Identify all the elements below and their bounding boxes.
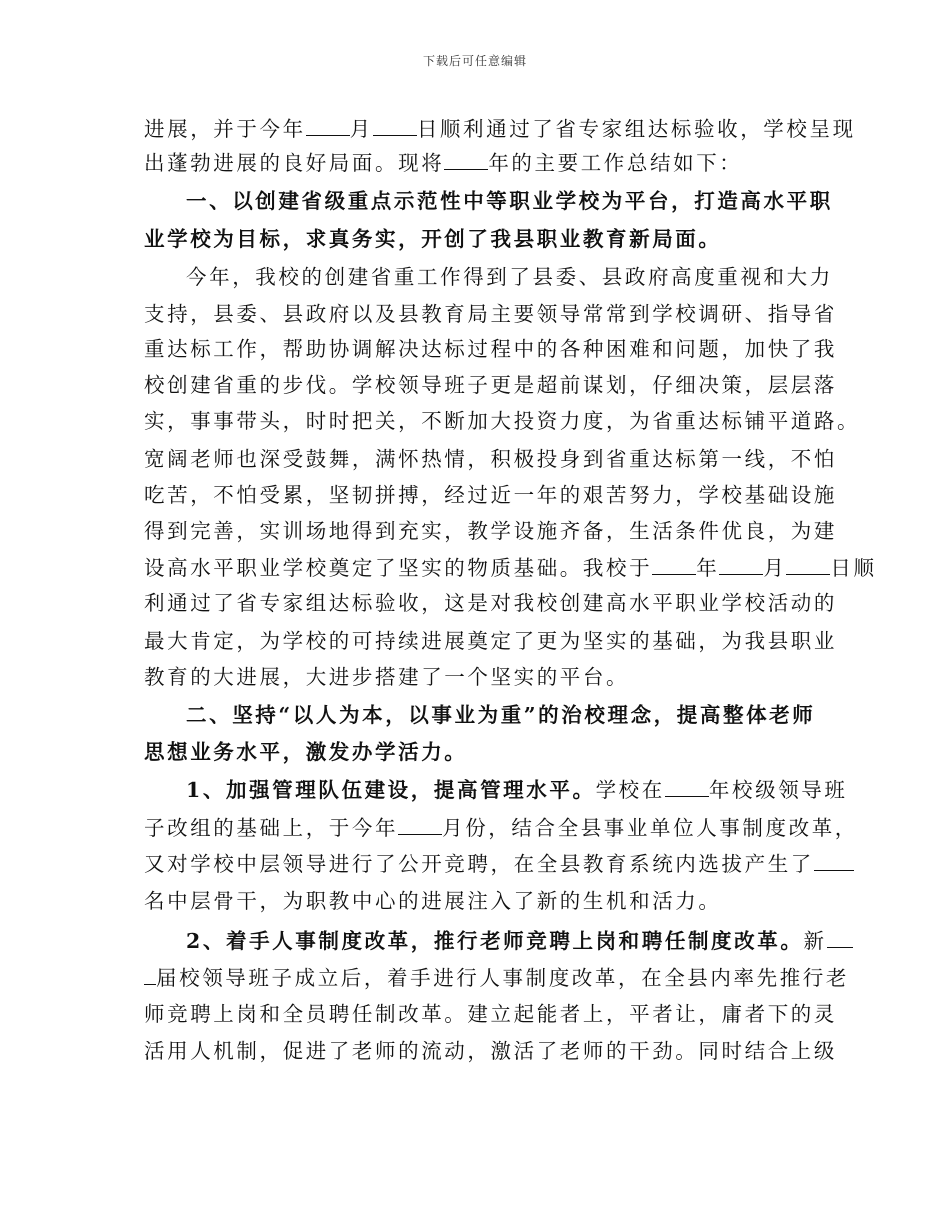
text-span: 思想业务水平，激发办学活力。	[144, 740, 468, 764]
text-line	[144, 812, 858, 842]
text-span: 月份，结合全县事业单位人事制度改革，	[442, 816, 858, 840]
text-span: 学校在	[595, 778, 665, 802]
text-span: 教育的大进展，大进步搭建了一个坚实的平台。	[144, 665, 630, 689]
fill-in-blank	[786, 552, 830, 575]
text-span: 得到完善，实训场地得到充实，教学设施齐备，生活条件优良，为建	[144, 519, 837, 543]
text-line	[144, 299, 837, 329]
text-span: 进展，并于今年	[144, 117, 306, 141]
text-span: 子改组的基础上，于今年	[144, 816, 399, 840]
text-span: 校创建省重的步伐。学校领导班子更是超前谋划，仔细决策，层层落	[144, 373, 837, 397]
text-line	[144, 334, 837, 364]
text-line	[144, 370, 837, 400]
text-line	[186, 700, 826, 730]
text-span: 利通过了省专家组达标验收，这是对我校创建高水平职业学校活动的	[144, 591, 837, 615]
text-line	[144, 886, 824, 916]
text-span: 今年，我校的创建省重工作得到了县委、县政府高度重视和大力	[186, 265, 833, 289]
fill-in-blank	[827, 925, 853, 948]
text-span: 一、以创建省级重点示范性中等职业学校为平台，打造高水平职	[186, 189, 833, 213]
text-line	[144, 552, 877, 582]
text-span: 年校级领导班	[708, 778, 848, 802]
text-span: 吃苦，不怕受累，坚韧拼搏，经过近一年的艰苦努力，学校基础设施	[144, 483, 837, 507]
bold-heading-span: 1、加强管理队伍建设，提高管理水平。	[186, 778, 596, 802]
text-line	[144, 1036, 837, 1066]
text-span: 最大肯定，为学校的可持续进展奠定了更为坚实的基础，为我县职业	[144, 629, 837, 653]
text-span: 业学校为目标，求真务实，开创了我县职业教育新局面。	[144, 227, 722, 251]
text-span: 重达标工作，帮助协调解决达标过程中的各种困难和问题，加快了我	[144, 337, 837, 361]
text-line	[186, 262, 833, 292]
fill-in-blank	[719, 552, 763, 575]
text-line	[144, 113, 856, 143]
text-line	[144, 962, 849, 992]
text-span: 设高水平职业学校奠定了坚实的物质基础。我校于	[144, 556, 653, 580]
text-span: 年的主要工作总结如下：	[488, 151, 743, 175]
fill-in-blank	[444, 147, 488, 170]
text-line	[144, 516, 837, 546]
text-line	[144, 444, 837, 474]
text-span: 实，事事带头，时时把关，不断加大投资力度，为省重达标铺平道路。	[144, 409, 861, 433]
text-line	[144, 626, 837, 656]
fill-in-blank	[306, 113, 350, 136]
text-span: 又对学校中层领导进行了公开竞聘，在全县教育系统内选拔产生了	[144, 852, 814, 876]
text-line	[186, 774, 848, 804]
fill-in-blank	[398, 812, 442, 835]
page-header: 下载后可任意编辑	[422, 54, 527, 68]
text-span: 日顺	[830, 556, 877, 580]
text-line	[144, 406, 861, 436]
text-span: 日顺利通过了省专家组达标验收，学校呈现	[416, 117, 856, 141]
fill-in-blank	[665, 774, 709, 797]
text-line	[144, 737, 824, 767]
bold-heading-span: 2、着手人事制度改革，推行老师竞聘上岗和聘任制度改革。	[186, 929, 804, 953]
text-span: 师竞聘上岗和全员聘任制改革。建立起能者上，平者让，庸者下的灵	[144, 1002, 837, 1026]
text-line	[144, 224, 824, 254]
text-span: 支持，县委、县政府以及县教育局主要领导常常到学校调研、指导省	[144, 302, 837, 326]
text-span: 年	[696, 556, 720, 580]
fill-in-blank	[144, 962, 156, 985]
text-line	[144, 848, 824, 878]
text-span: 月	[349, 117, 373, 141]
text-span: 宽阔老师也深受鼓舞，满怀热情，积极投身到省重达标第一线，不怕	[144, 447, 837, 471]
text-line	[144, 662, 824, 692]
text-span: 月	[763, 556, 787, 580]
text-span: 二、坚持“以人为本，以事业为重”的治校理念，提高整体老师	[186, 703, 816, 727]
text-span: 名中层骨干，为职教中心的进展注入了新的生机和活力。	[144, 889, 722, 913]
text-line	[144, 588, 837, 618]
fill-in-blank	[814, 848, 854, 871]
text-span: 届校领导班子成立后，着手进行人事制度改革，在全县内率先推行老	[156, 966, 849, 990]
text-span: 活用人机制，促进了老师的流动，激活了老师的干劲。同时结合上级	[144, 1039, 837, 1063]
text-line	[144, 999, 837, 1029]
text-span: 出蓬勃进展的良好局面。现将	[144, 151, 445, 175]
fill-in-blank	[373, 113, 417, 136]
text-line	[186, 186, 833, 216]
text-line	[144, 147, 824, 177]
text-line	[186, 925, 826, 955]
fill-in-blank	[652, 552, 696, 575]
text-span: 新	[803, 929, 827, 953]
text-line	[144, 480, 837, 510]
